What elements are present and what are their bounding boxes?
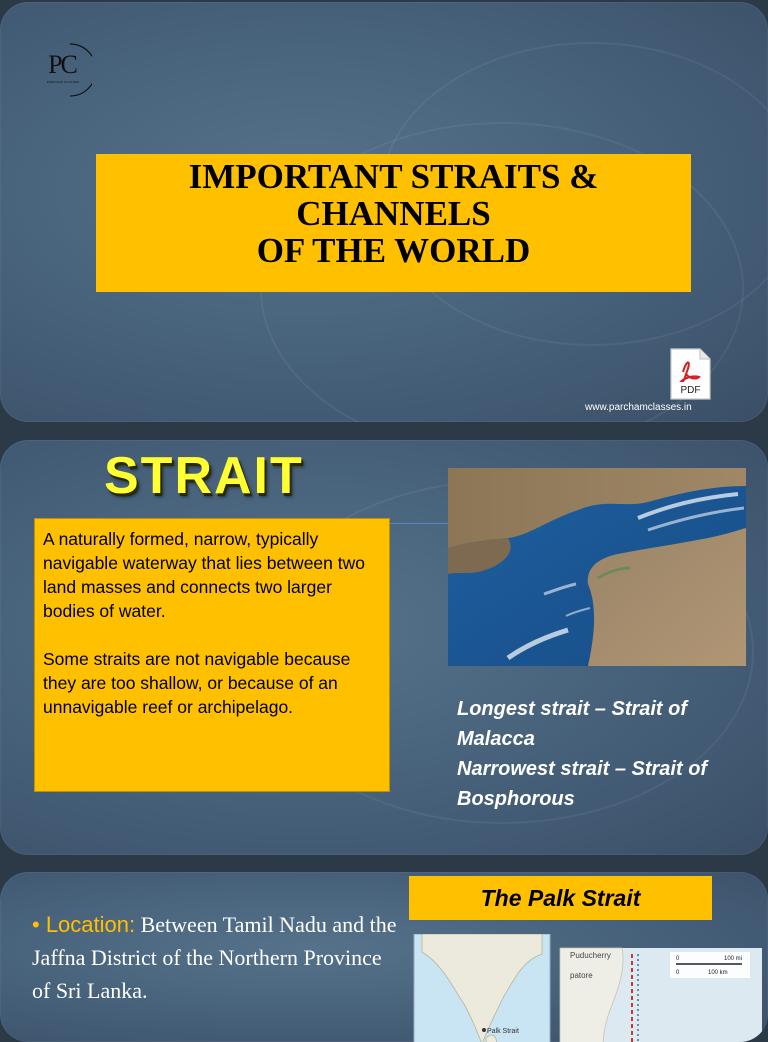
map-scale-mi: 100 mi	[724, 956, 743, 962]
brand-logo	[40, 42, 92, 98]
site-url: www.parchamclasses.in	[585, 402, 692, 413]
map-scale-km: 100 km	[708, 970, 728, 976]
satellite-image	[448, 468, 746, 666]
title-box	[96, 154, 691, 292]
location-bullet	[32, 908, 404, 1007]
pdf-icon[interactable]	[669, 348, 712, 400]
title-line-2: CHANNELS	[296, 194, 491, 233]
title-line-1: IMPORTANT STRAITS &	[188, 157, 599, 196]
definition-paragraph-1: A naturally formed, narrow, typically navigable waterway that lies between two land masses and connects two larger bodies of water.	[43, 529, 365, 621]
map-label-palk: Palk Strait	[487, 1028, 519, 1035]
map-scale-zero-b: 0	[676, 970, 680, 976]
palk-strait-slide	[0, 872, 768, 1042]
strait-heading: STRAIT	[104, 447, 304, 505]
logo-small-text: PARCHAM CLASSES	[46, 80, 80, 84]
pdf-label: PDF	[680, 385, 701, 396]
location-label: • Location:	[32, 912, 136, 937]
strait-facts	[457, 694, 757, 814]
fact-narrowest: Narrowest strait – Strait of Bosphorous	[457, 758, 708, 810]
map-scale-zero-a: 0	[676, 956, 680, 962]
palk-strait-map	[412, 934, 762, 1042]
connector-line	[390, 523, 448, 524]
title-line-3: OF THE WORLD	[256, 231, 531, 270]
location-text: Between Tamil Nadu and the Jaffna District of the Northern Province of Sri Lanka.	[32, 912, 397, 1003]
palk-strait-header: The Palk Strait	[409, 876, 712, 920]
strait-slide	[0, 440, 768, 855]
title-slide	[0, 2, 768, 422]
fact-longest: Longest strait – Strait of Malacca	[457, 698, 688, 750]
definition-box	[34, 518, 390, 792]
map-label-puducherry: Puducherry	[570, 951, 611, 960]
definition-paragraph-2: Some straits are not navigable because they are too shallow, or because of an unnavigable reef or archipelago.	[43, 649, 351, 717]
logo-monogram: PC	[48, 50, 76, 79]
map-label-patore: patore	[570, 971, 593, 980]
